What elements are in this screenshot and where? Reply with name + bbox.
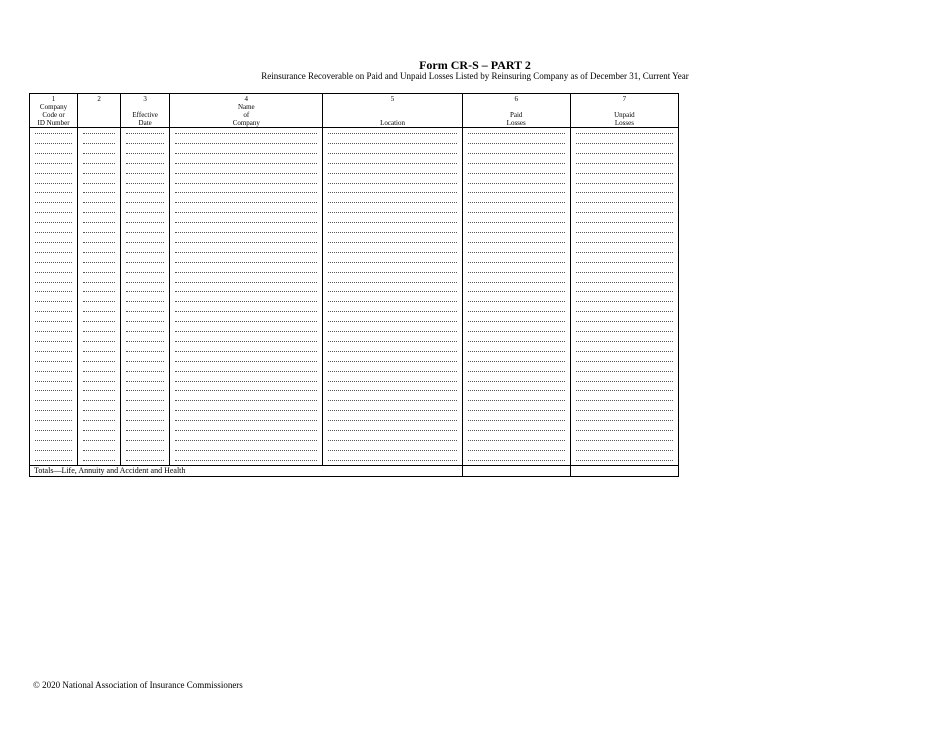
dotted-entry-line — [328, 331, 456, 332]
dotted-entry-line — [328, 321, 456, 322]
dotted-entry-line — [83, 390, 115, 391]
dotted-entry-line — [126, 242, 164, 243]
dotted-entry-line — [175, 173, 317, 174]
dotted-entry-line — [83, 173, 115, 174]
dotted-entry-line — [35, 390, 72, 391]
dotted-entry-line — [328, 143, 456, 144]
dotted-entry-line — [468, 400, 565, 401]
column-label-line: Code or — [42, 111, 65, 119]
dotted-entry-line — [468, 301, 565, 302]
dotted-entry-line — [126, 430, 164, 431]
dotted-entry-line — [126, 183, 164, 184]
dotted-entry-line — [468, 173, 565, 174]
dotted-entry-line — [468, 232, 565, 233]
dotted-entry-line — [83, 460, 115, 461]
column-label-line: ID Number — [37, 119, 70, 127]
dotted-entry-line — [126, 133, 164, 134]
reinsurance-table — [29, 93, 679, 477]
dotted-entry-lines — [121, 128, 169, 465]
dotted-entry-line — [328, 420, 456, 421]
dotted-entry-line — [175, 272, 317, 273]
column-header-3 — [121, 94, 170, 128]
dotted-entry-line — [35, 163, 72, 164]
dotted-entry-line — [35, 282, 72, 283]
dotted-entry-line — [328, 361, 456, 362]
dotted-entry-line — [35, 410, 72, 411]
dotted-entry-lines — [463, 128, 570, 465]
dotted-entry-line — [328, 381, 456, 382]
dotted-entry-line — [175, 440, 317, 441]
dotted-entry-line — [126, 301, 164, 302]
column-label-line — [323, 111, 461, 119]
dotted-entry-line — [328, 440, 456, 441]
dotted-entry-line — [126, 153, 164, 154]
dotted-entry-line — [468, 282, 565, 283]
dotted-entry-line — [83, 222, 115, 223]
dotted-entry-line — [83, 212, 115, 213]
column-header-6 — [462, 94, 570, 128]
dotted-entry-line — [328, 202, 456, 203]
dotted-entry-line — [328, 311, 456, 312]
dotted-entry-line — [175, 301, 317, 302]
dotted-entry-line — [126, 252, 164, 253]
dotted-entry-line — [83, 311, 115, 312]
dotted-entry-line — [126, 212, 164, 213]
dotted-entry-line — [83, 351, 115, 352]
dotted-entry-line — [328, 163, 456, 164]
dotted-entry-line — [328, 291, 456, 292]
dotted-entry-line — [175, 183, 317, 184]
dotted-entry-line — [468, 390, 565, 391]
dotted-entry-line — [175, 341, 317, 342]
dotted-entry-line — [576, 212, 673, 213]
dotted-entry-line — [468, 341, 565, 342]
totals-paid-losses-cell[interactable] — [462, 466, 570, 477]
dotted-entry-line — [35, 242, 72, 243]
dotted-entry-line — [126, 262, 164, 263]
column-label-line: Effective — [132, 111, 158, 119]
column-label-line: of — [243, 111, 250, 119]
dotted-entry-line — [328, 192, 456, 193]
column-number: 2 — [97, 95, 101, 103]
dotted-entry-line — [126, 291, 164, 292]
dotted-entry-line — [328, 351, 456, 352]
dotted-entry-line — [35, 430, 72, 431]
dotted-entry-line — [35, 381, 72, 382]
dotted-entry-line — [328, 371, 456, 372]
column-label-line: Paid — [509, 111, 523, 119]
dotted-entry-line — [175, 133, 317, 134]
dotted-entry-line — [83, 301, 115, 302]
entry-column-1[interactable] — [30, 128, 78, 466]
dotted-entry-line — [468, 183, 565, 184]
column-label-line: Company — [39, 103, 68, 111]
dotted-entry-line — [576, 252, 673, 253]
dotted-entry-line — [35, 400, 72, 401]
dotted-entry-line — [328, 341, 456, 342]
dotted-entry-line — [175, 400, 317, 401]
dotted-entry-line — [468, 133, 565, 134]
column-header-4 — [170, 94, 323, 128]
totals-label: Totals—Life, Annuity and Accident and Health — [30, 466, 463, 477]
dotted-entry-line — [328, 460, 456, 461]
dotted-entry-line — [576, 420, 673, 421]
dotted-entry-line — [175, 430, 317, 431]
dotted-entry-line — [468, 242, 565, 243]
dotted-entry-line — [175, 410, 317, 411]
dotted-entry-line — [175, 311, 317, 312]
dotted-entry-line — [576, 351, 673, 352]
entry-column-5[interactable] — [323, 128, 462, 466]
dotted-entry-line — [576, 371, 673, 372]
dotted-entry-line — [126, 351, 164, 352]
dotted-entry-line — [175, 163, 317, 164]
dotted-entry-line — [126, 272, 164, 273]
dotted-entry-line — [576, 311, 673, 312]
dotted-entry-line — [576, 381, 673, 382]
dotted-entry-line — [576, 133, 673, 134]
dotted-entry-line — [35, 420, 72, 421]
dotted-entry-line — [175, 262, 317, 263]
dotted-entry-line — [35, 460, 72, 461]
dotted-entry-line — [328, 242, 456, 243]
dotted-entry-line — [126, 321, 164, 322]
dotted-entry-line — [83, 381, 115, 382]
dotted-entry-line — [83, 361, 115, 362]
dotted-entry-line — [175, 252, 317, 253]
dotted-entry-line — [468, 291, 565, 292]
dotted-entry-line — [576, 242, 673, 243]
dotted-entry-line — [35, 192, 72, 193]
dotted-entry-line — [576, 143, 673, 144]
dotted-entry-line — [35, 222, 72, 223]
dotted-entry-line — [468, 222, 565, 223]
dotted-entry-line — [126, 410, 164, 411]
dotted-entry-line — [126, 163, 164, 164]
dotted-entry-lines — [30, 128, 77, 465]
dotted-entry-line — [468, 440, 565, 441]
form-subtitle: Reinsurance Recoverable on Paid and Unpaid Losses Listed by Reinsuring Company as of December 31, Current Year — [261, 71, 689, 81]
dotted-entry-line — [328, 133, 456, 134]
dotted-entry-line — [468, 361, 565, 362]
dotted-entry-line — [576, 460, 673, 461]
dotted-entry-line — [576, 202, 673, 203]
dotted-entry-line — [328, 183, 456, 184]
dotted-entry-line — [126, 400, 164, 401]
dotted-entry-line — [83, 341, 115, 342]
dotted-entry-line — [175, 381, 317, 382]
dotted-entry-line — [83, 430, 115, 431]
dotted-entry-line — [468, 202, 565, 203]
dotted-entry-line — [576, 222, 673, 223]
dotted-entry-line — [175, 291, 317, 292]
dotted-entry-line — [83, 202, 115, 203]
dotted-entry-line — [35, 321, 72, 322]
dotted-entry-line — [468, 212, 565, 213]
dotted-entry-line — [328, 232, 456, 233]
dotted-entry-line — [328, 262, 456, 263]
dotted-entry-line — [576, 272, 673, 273]
column-label-line: Losses — [506, 119, 526, 127]
dotted-entry-line — [468, 311, 565, 312]
dotted-entry-line — [35, 232, 72, 233]
dotted-entry-line — [83, 371, 115, 372]
dotted-entry-lines — [170, 128, 322, 465]
dotted-entry-line — [468, 331, 565, 332]
dotted-entry-line — [35, 183, 72, 184]
dotted-entry-line — [126, 460, 164, 461]
column-number: 4 — [244, 95, 249, 103]
dotted-entry-line — [83, 183, 115, 184]
dotted-entry-line — [468, 321, 565, 322]
dotted-entry-line — [126, 390, 164, 391]
dotted-entry-line — [468, 272, 565, 273]
dotted-entry-line — [35, 291, 72, 292]
dotted-entry-line — [83, 420, 115, 421]
totals-row — [30, 466, 679, 477]
dotted-entry-line — [468, 371, 565, 372]
dotted-entry-line — [468, 381, 565, 382]
dotted-entry-lines — [571, 128, 678, 465]
dotted-entry-line — [576, 450, 673, 451]
dotted-entry-line — [468, 153, 565, 154]
dotted-entry-line — [83, 272, 115, 273]
dotted-entry-line — [576, 440, 673, 441]
column-number: 3 — [143, 95, 147, 103]
totals-unpaid-losses-cell[interactable] — [570, 466, 678, 477]
dotted-entry-line — [468, 410, 565, 411]
column-label-line: Losses — [614, 119, 634, 127]
dotted-entry-line — [328, 173, 456, 174]
dotted-entry-line — [576, 321, 673, 322]
dotted-entry-lines — [78, 128, 120, 465]
entry-column-4[interactable] — [170, 128, 323, 466]
dotted-entry-line — [328, 282, 456, 283]
column-number: 5 — [390, 95, 395, 103]
dotted-entry-line — [35, 272, 72, 273]
dotted-entry-line — [468, 192, 565, 193]
dotted-entry-line — [126, 173, 164, 174]
dotted-entry-line — [175, 153, 317, 154]
dotted-entry-line — [126, 440, 164, 441]
dotted-entry-line — [576, 183, 673, 184]
dotted-entry-line — [175, 222, 317, 223]
dotted-entry-line — [576, 341, 673, 342]
dotted-entry-line — [468, 351, 565, 352]
dotted-entry-line — [35, 331, 72, 332]
column-label-line — [78, 119, 120, 127]
entry-column-7[interactable] — [570, 128, 678, 466]
column-number: 1 — [51, 95, 56, 103]
dotted-entry-line — [83, 291, 115, 292]
column-header-row — [30, 94, 679, 128]
dotted-entry-line — [175, 232, 317, 233]
column-label-line — [323, 103, 461, 111]
dotted-entry-line — [126, 331, 164, 332]
dotted-entry-line — [126, 341, 164, 342]
column-number: 7 — [622, 95, 627, 103]
column-header-1 — [30, 94, 78, 128]
dotted-entry-line — [35, 133, 72, 134]
dotted-entry-line — [576, 192, 673, 193]
entry-column-3[interactable] — [121, 128, 170, 466]
dotted-entry-line — [126, 311, 164, 312]
dotted-entry-line — [126, 143, 164, 144]
dotted-entry-line — [175, 420, 317, 421]
column-header-2 — [78, 94, 121, 128]
dotted-entry-line — [126, 361, 164, 362]
dotted-entry-line — [328, 400, 456, 401]
dotted-entry-line — [83, 163, 115, 164]
form-title: Form CR-S – PART 2 — [419, 58, 531, 72]
dotted-entry-line — [468, 163, 565, 164]
dotted-entry-line — [175, 192, 317, 193]
dotted-entry-line — [328, 212, 456, 213]
dotted-entry-line — [35, 341, 72, 342]
dotted-entry-line — [35, 143, 72, 144]
dotted-entry-line — [175, 361, 317, 362]
column-label-line — [78, 111, 120, 119]
dotted-entry-line — [35, 173, 72, 174]
dotted-entry-line — [126, 232, 164, 233]
dotted-entry-line — [35, 262, 72, 263]
dotted-entry-line — [175, 460, 317, 461]
dotted-entry-line — [175, 282, 317, 283]
dotted-entry-line — [328, 450, 456, 451]
dotted-entry-line — [83, 192, 115, 193]
dotted-entry-line — [35, 153, 72, 154]
dotted-entry-line — [83, 262, 115, 263]
dotted-entry-line — [35, 252, 72, 253]
dotted-entry-line — [468, 252, 565, 253]
dotted-entry-line — [175, 143, 317, 144]
dotted-entry-line — [328, 252, 456, 253]
dotted-entry-line — [576, 173, 673, 174]
dotted-entry-line — [175, 390, 317, 391]
dotted-entry-line — [576, 430, 673, 431]
dotted-entry-line — [576, 262, 673, 263]
dotted-entry-line — [328, 301, 456, 302]
dotted-entry-line — [126, 192, 164, 193]
dotted-entry-line — [576, 301, 673, 302]
column-header-7 — [570, 94, 678, 128]
column-header-5 — [323, 94, 462, 128]
dotted-entry-line — [126, 420, 164, 421]
dotted-entry-line — [175, 351, 317, 352]
dotted-entry-line — [175, 321, 317, 322]
dotted-entry-line — [468, 143, 565, 144]
column-label-line: Company — [232, 119, 260, 127]
dotted-entry-line — [328, 430, 456, 431]
dotted-entry-line — [468, 420, 565, 421]
column-label-line — [78, 103, 120, 111]
dotted-entry-line — [35, 351, 72, 352]
dotted-entry-line — [175, 450, 317, 451]
column-label-line — [121, 103, 169, 111]
dotted-entry-line — [35, 450, 72, 451]
dotted-entry-line — [468, 262, 565, 263]
dotted-entry-line — [328, 272, 456, 273]
dotted-entry-line — [35, 202, 72, 203]
dotted-entry-line — [328, 222, 456, 223]
entry-column-2[interactable] — [78, 128, 121, 466]
column-label-line — [571, 103, 678, 111]
dotted-entry-line — [83, 153, 115, 154]
dotted-entry-line — [468, 460, 565, 461]
dotted-entry-line — [35, 212, 72, 213]
dotted-entry-line — [83, 232, 115, 233]
dotted-entry-line — [175, 331, 317, 332]
dotted-entry-line — [126, 282, 164, 283]
dotted-entry-line — [576, 410, 673, 411]
dotted-entry-line — [35, 301, 72, 302]
entry-column-6[interactable] — [462, 128, 570, 466]
dotted-entry-line — [35, 311, 72, 312]
column-label-line: Name — [237, 103, 255, 111]
dotted-entry-line — [35, 371, 72, 372]
dotted-entry-line — [175, 202, 317, 203]
dotted-entry-line — [576, 291, 673, 292]
dotted-entry-line — [35, 440, 72, 441]
dotted-entry-line — [175, 371, 317, 372]
dotted-entry-line — [328, 153, 456, 154]
column-label-line: Unpaid — [614, 111, 635, 119]
dotted-entry-lines — [323, 128, 461, 465]
dotted-entry-line — [83, 321, 115, 322]
dotted-entry-line — [576, 163, 673, 164]
dotted-entry-line — [83, 331, 115, 332]
dotted-entry-line — [126, 381, 164, 382]
column-label-line — [463, 103, 570, 111]
dotted-entry-line — [126, 222, 164, 223]
dotted-entry-line — [175, 212, 317, 213]
dotted-entry-line — [83, 133, 115, 134]
dotted-entry-line — [83, 450, 115, 451]
dotted-entry-line — [83, 410, 115, 411]
column-number: 6 — [514, 95, 518, 103]
dotted-entry-line — [126, 450, 164, 451]
dotted-entry-line — [576, 390, 673, 391]
copyright-footer: © 2020 National Association of Insurance Commissioners — [33, 680, 243, 690]
dotted-entry-line — [126, 371, 164, 372]
dotted-entry-line — [576, 282, 673, 283]
dotted-entry-line — [468, 430, 565, 431]
column-label-line: Location — [380, 119, 405, 127]
dotted-entry-line — [83, 282, 115, 283]
dotted-entry-line — [328, 390, 456, 391]
dotted-entry-line — [35, 361, 72, 362]
column-label-line: Date — [138, 119, 152, 127]
dotted-entry-line — [328, 410, 456, 411]
dotted-entry-line — [576, 232, 673, 233]
dotted-entry-line — [83, 440, 115, 441]
dotted-entry-line — [83, 242, 115, 243]
dotted-entry-line — [576, 361, 673, 362]
dotted-entry-line — [576, 400, 673, 401]
dotted-entry-line — [83, 400, 115, 401]
dotted-entry-line — [576, 331, 673, 332]
dotted-entry-line — [175, 242, 317, 243]
dotted-entry-line — [126, 202, 164, 203]
dotted-entry-line — [576, 153, 673, 154]
dotted-entry-line — [83, 252, 115, 253]
entry-area-row — [30, 128, 679, 466]
dotted-entry-line — [468, 450, 565, 451]
dotted-entry-line — [83, 143, 115, 144]
